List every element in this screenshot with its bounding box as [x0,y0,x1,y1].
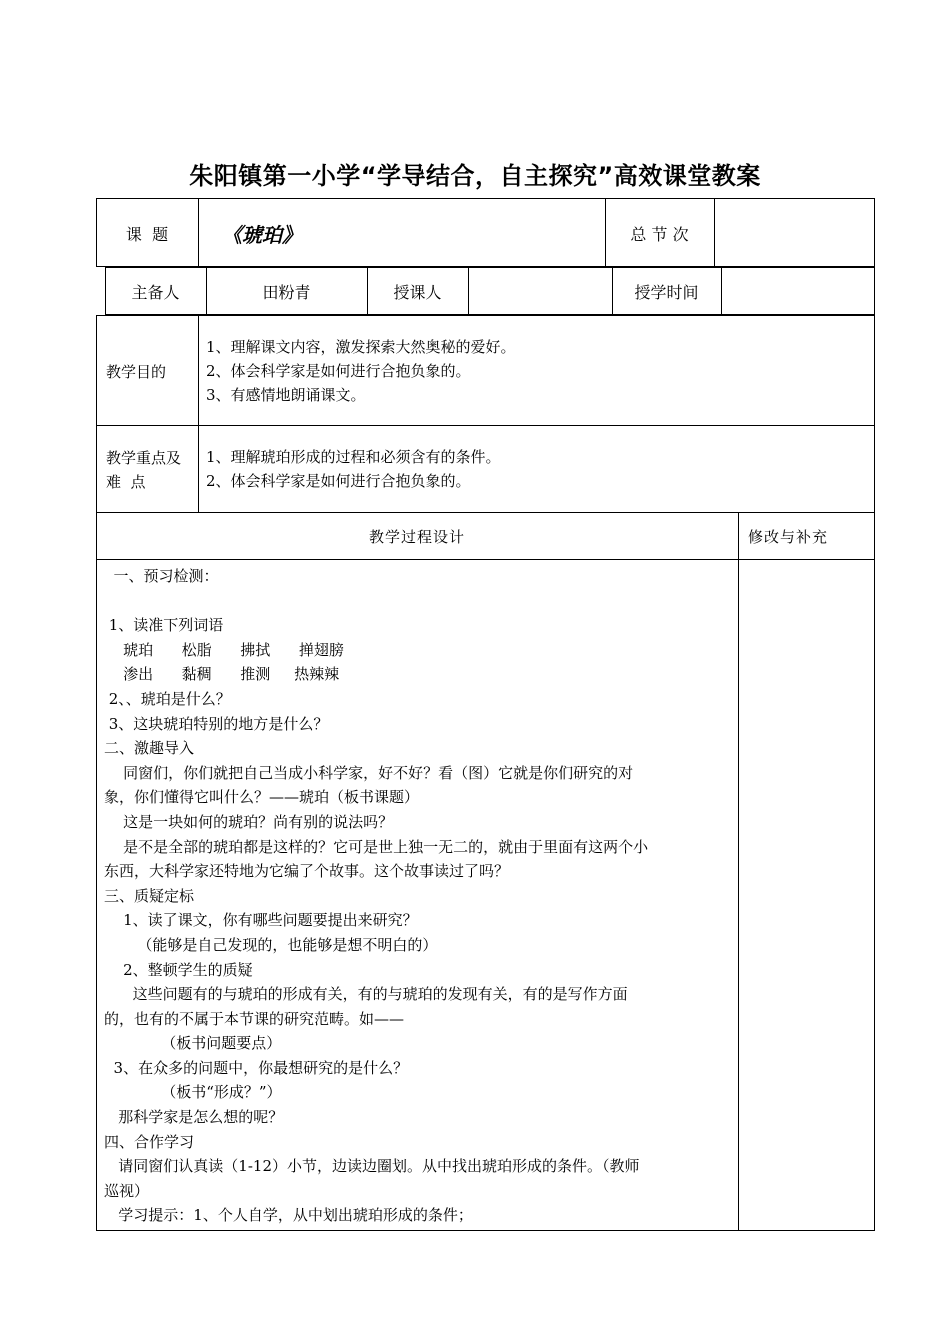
process-body [104,564,734,1228]
total-sessions-label: 总 节 次 [630,225,689,244]
focus-label: 难 点 [106,473,146,491]
process-line: 四、合作学习 [104,1132,195,1151]
divider [714,198,715,267]
goal-item: 3、有感情地朗诵课文。 [206,386,366,404]
divider [96,512,875,513]
goal-item: 1、理解课文内容，激发探索大然奥秘的爱好。 [206,338,516,356]
process-line: 东西，大科学家还特地为它编了个故事。这个故事读过了吗？ [104,862,510,881]
divider [738,512,739,1231]
process-line: 那科学家是怎么想的呢？ [104,1108,284,1127]
divider [468,267,469,315]
focus-item: 2、体会科学家是如何进行合抱负象的。 [206,472,471,490]
process-line [104,589,734,614]
divider [721,267,722,315]
process-line: 1、读准下列词语 [104,616,224,635]
process-line: 琥珀 松脂 拂拭 掸翅膀 [104,640,344,659]
focus-item: 1、理解琥珀形成的过程和必须含有的条件。 [206,448,501,466]
process-line: 渗出 黏稠 推测 热辣辣 [104,665,340,684]
process-line: 象，你们懂得它叫什么？——琥珀（板书课题） [104,788,420,807]
process-line: 二、激趣导入 [104,739,195,758]
process-line: 学习提示：1、个人自学，从中划出琥珀形成的条件； [104,1206,473,1225]
process-line: 这是一块如何的琥珀？尚有别的说法吗？ [104,812,394,831]
process-header: 教学过程设计 [368,528,465,546]
topic-value: 《琥珀》 [222,223,302,247]
topic-label: 课 题 [125,225,169,244]
process-line: 是不是全部的琥珀都是这样的？它可是世上独一无二的，就由于里面有这两个小 [104,837,649,856]
process-line: 三、质疑定标 [104,886,195,905]
process-line: 2、整顿学生的质疑 [104,960,253,979]
divider [96,425,875,426]
divider [96,559,875,560]
goals-label: 教学目的 [106,363,167,381]
process-line: 1、读了课文，你有哪些问题要提出来研究？ [104,911,418,930]
teacher-label: 授课人 [393,283,442,302]
process-line: （能够是自己发现的，也能够是想不明白的） [104,935,438,954]
topic-row [96,198,875,267]
process-line: 请同窗们认真读（1-12）小节，边读边圈划。从中找出琥珀形成的条件。（教师 [104,1157,640,1176]
goal-item: 2、体会科学家是如何进行合抱负象的。 [206,362,471,380]
teaching-time-label: 授学时间 [634,283,699,302]
document-title: 朱阳镇第一小学“学导结合，自主探究”高效课堂教案 [189,162,761,190]
process-line: 一、预习检测： [104,567,219,585]
process-line: （板书“形成？”） [104,1083,282,1102]
process-line: 巡视） [104,1181,150,1200]
divider [198,198,199,267]
process-line: 的，也有的不属于本节课的研究范畴。如—— [104,1009,405,1028]
preparer-label: 主备人 [131,283,180,302]
process-line: 3、这块琥珀特别的地方是什么？ [104,714,329,733]
process-line: （板书问题要点） [104,1034,282,1053]
notes-header: 修改与补充 [748,528,829,546]
focus-label: 教学重点及 [106,449,182,467]
process-line: 2、、琥珀是什么？ [104,689,231,708]
divider [198,315,199,512]
preparer-value: 田粉青 [262,283,311,302]
process-line: 3、在众多的问题中，你最想研究的是什么？ [104,1058,409,1077]
process-line: 同窗们，你们就把自己当成小科学家，好不好？看（图）它就是你们研究的对 [104,763,634,782]
process-line: 这些问题有的与琥珀的形成有关，有的与琥珀的发现有关，有的是写作方面 [104,985,628,1004]
